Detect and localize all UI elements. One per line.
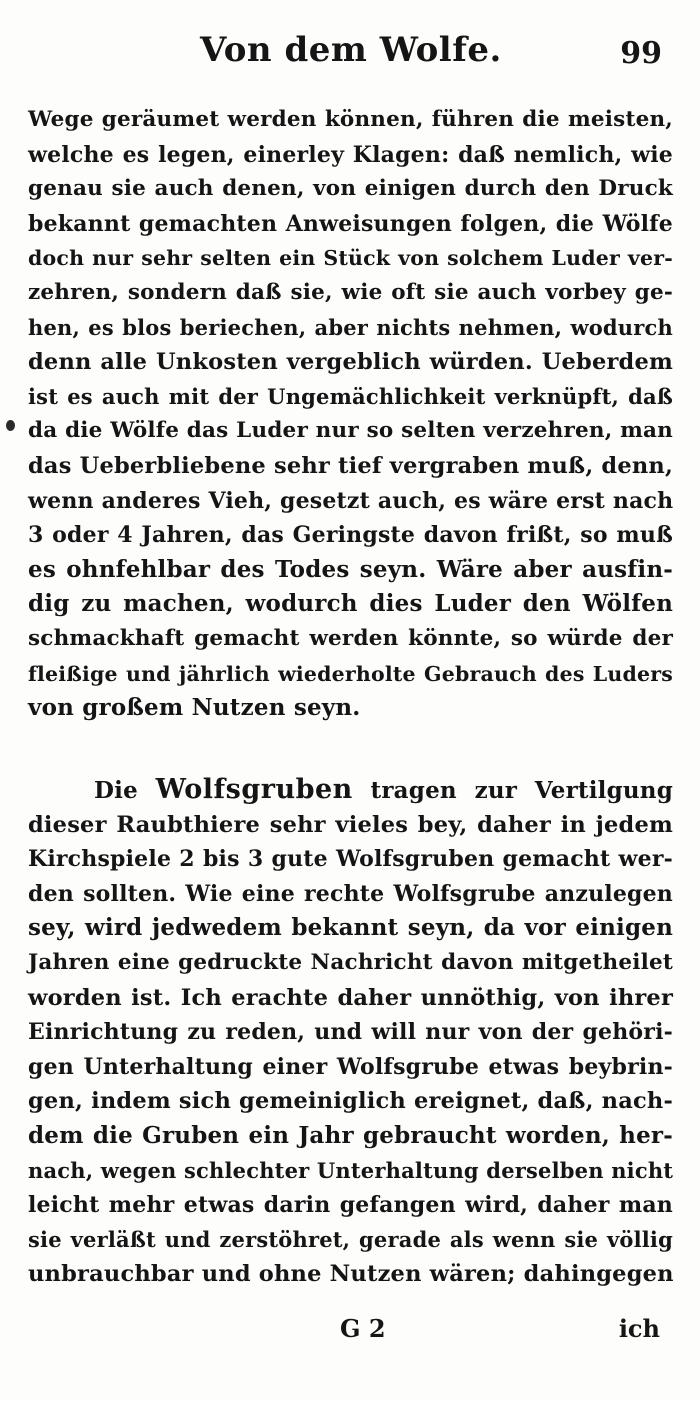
paragraph-opening-line bbox=[28, 773, 673, 808]
text-line: da die Wölfe das Luder nur so selten verzehren, man bbox=[28, 418, 673, 444]
text-line: welche es legen, einerley Klagen: daß nemlich, wie bbox=[28, 141, 673, 168]
text-line: sey, wird jedwedem bekannt seyn, da vor einigen bbox=[28, 914, 673, 942]
text-line: genau sie auch denen, von einigen durch den Druck bbox=[28, 176, 673, 202]
text-line: von großem Nutzen seyn. bbox=[28, 694, 361, 722]
paragraph-1 bbox=[28, 103, 673, 726]
text-line: sie verläßt und zerstöhret, gerade als wenn sie völlig bbox=[28, 1226, 673, 1252]
text-line: 3 oder 4 Jahren, das Geringste davon frißt, so muß bbox=[28, 522, 673, 549]
opening-line-rest: tragen zur Vertilgung bbox=[352, 777, 673, 804]
signature-mark: G 2 bbox=[340, 1314, 386, 1343]
text-line: unbrauchbar und ohne Nutzen wären; dahingegen bbox=[28, 1261, 674, 1288]
text-line: das Ueberbliebene sehr tief vergraben muß, denn, bbox=[28, 452, 673, 479]
page-number: 99 bbox=[620, 36, 662, 71]
text-line: gen, indem sich gemeiniglich ereignet, daß, nach- bbox=[28, 1088, 673, 1115]
opening-word: Die bbox=[94, 777, 156, 804]
catchword: ich bbox=[618, 1314, 660, 1343]
text-line: Kirchspiele 2 bis 3 gute Wolfsgruben gemacht wer- bbox=[28, 846, 673, 873]
text-line: leicht mehr etwas darin gefangen wird, daher man bbox=[28, 1192, 673, 1219]
text-line: dem die Gruben ein Jahr gebraucht worden, her- bbox=[28, 1121, 673, 1149]
text-line: hen, es blos beriechen, aber nichts nehmen, wodurch bbox=[28, 314, 673, 340]
text-line: worden ist. Ich erachte daher unnöthig, von ihrer bbox=[28, 984, 673, 1011]
text-line: dieser Raubthiere sehr vieles bey, daher in jedem bbox=[28, 811, 673, 838]
page-footer bbox=[0, 1312, 700, 1352]
text-line: es ohnfehlbar des Todes seyn. Wäre aber ausfin- bbox=[28, 555, 673, 583]
running-title: Von dem Wolfe. bbox=[200, 30, 502, 70]
text-line: zehren, sondern daß sie, wie oft sie auch vorbey ge- bbox=[28, 279, 673, 305]
paragraph-2 bbox=[28, 773, 673, 1292]
text-line: nach, wegen schlechter Unterhaltung derselben nicht bbox=[28, 1157, 674, 1183]
text-line: den sollten. Wie eine rechte Wolfsgrube anzulegen bbox=[28, 880, 673, 907]
text-line: bekannt gemachten Anweisungen folgen, die Wölfe bbox=[28, 210, 673, 237]
text-line: fleißige und jährlich wiederholte Gebrauch des Luders bbox=[28, 661, 673, 686]
text-line: gen Unterhaltung einer Wolfsgrube etwas beybrin- bbox=[28, 1053, 673, 1080]
emphasized-term: Wolfsgruben bbox=[155, 774, 353, 805]
text-line: dig zu machen, wodurch dies Luder den Wölfen bbox=[28, 590, 673, 618]
text-line: Jahren eine gedruckte Nachricht davon mitgetheilet bbox=[28, 949, 673, 975]
text-line: doch nur sehr selten ein Stück von solchem Luder ver- bbox=[28, 246, 673, 271]
text-line: ist es auch mit der Ungemächlichkeit verknüpft, daß bbox=[28, 383, 673, 409]
text-line: schmackhaft gemacht werden könnte, so würde der bbox=[28, 625, 673, 651]
text-line: Einrichtung zu reden, und will nur von der gehöri- bbox=[28, 1019, 673, 1046]
text-line: denn alle Unkosten vergeblich würden. Ueberdem bbox=[28, 349, 673, 376]
ink-speck bbox=[6, 420, 15, 431]
text-line: wenn anderes Vieh, gesetzt auch, es wäre erst nach bbox=[28, 487, 674, 514]
page-header bbox=[0, 20, 700, 80]
text-line: Wege geräumet werden können, führen die meisten, bbox=[28, 107, 673, 132]
